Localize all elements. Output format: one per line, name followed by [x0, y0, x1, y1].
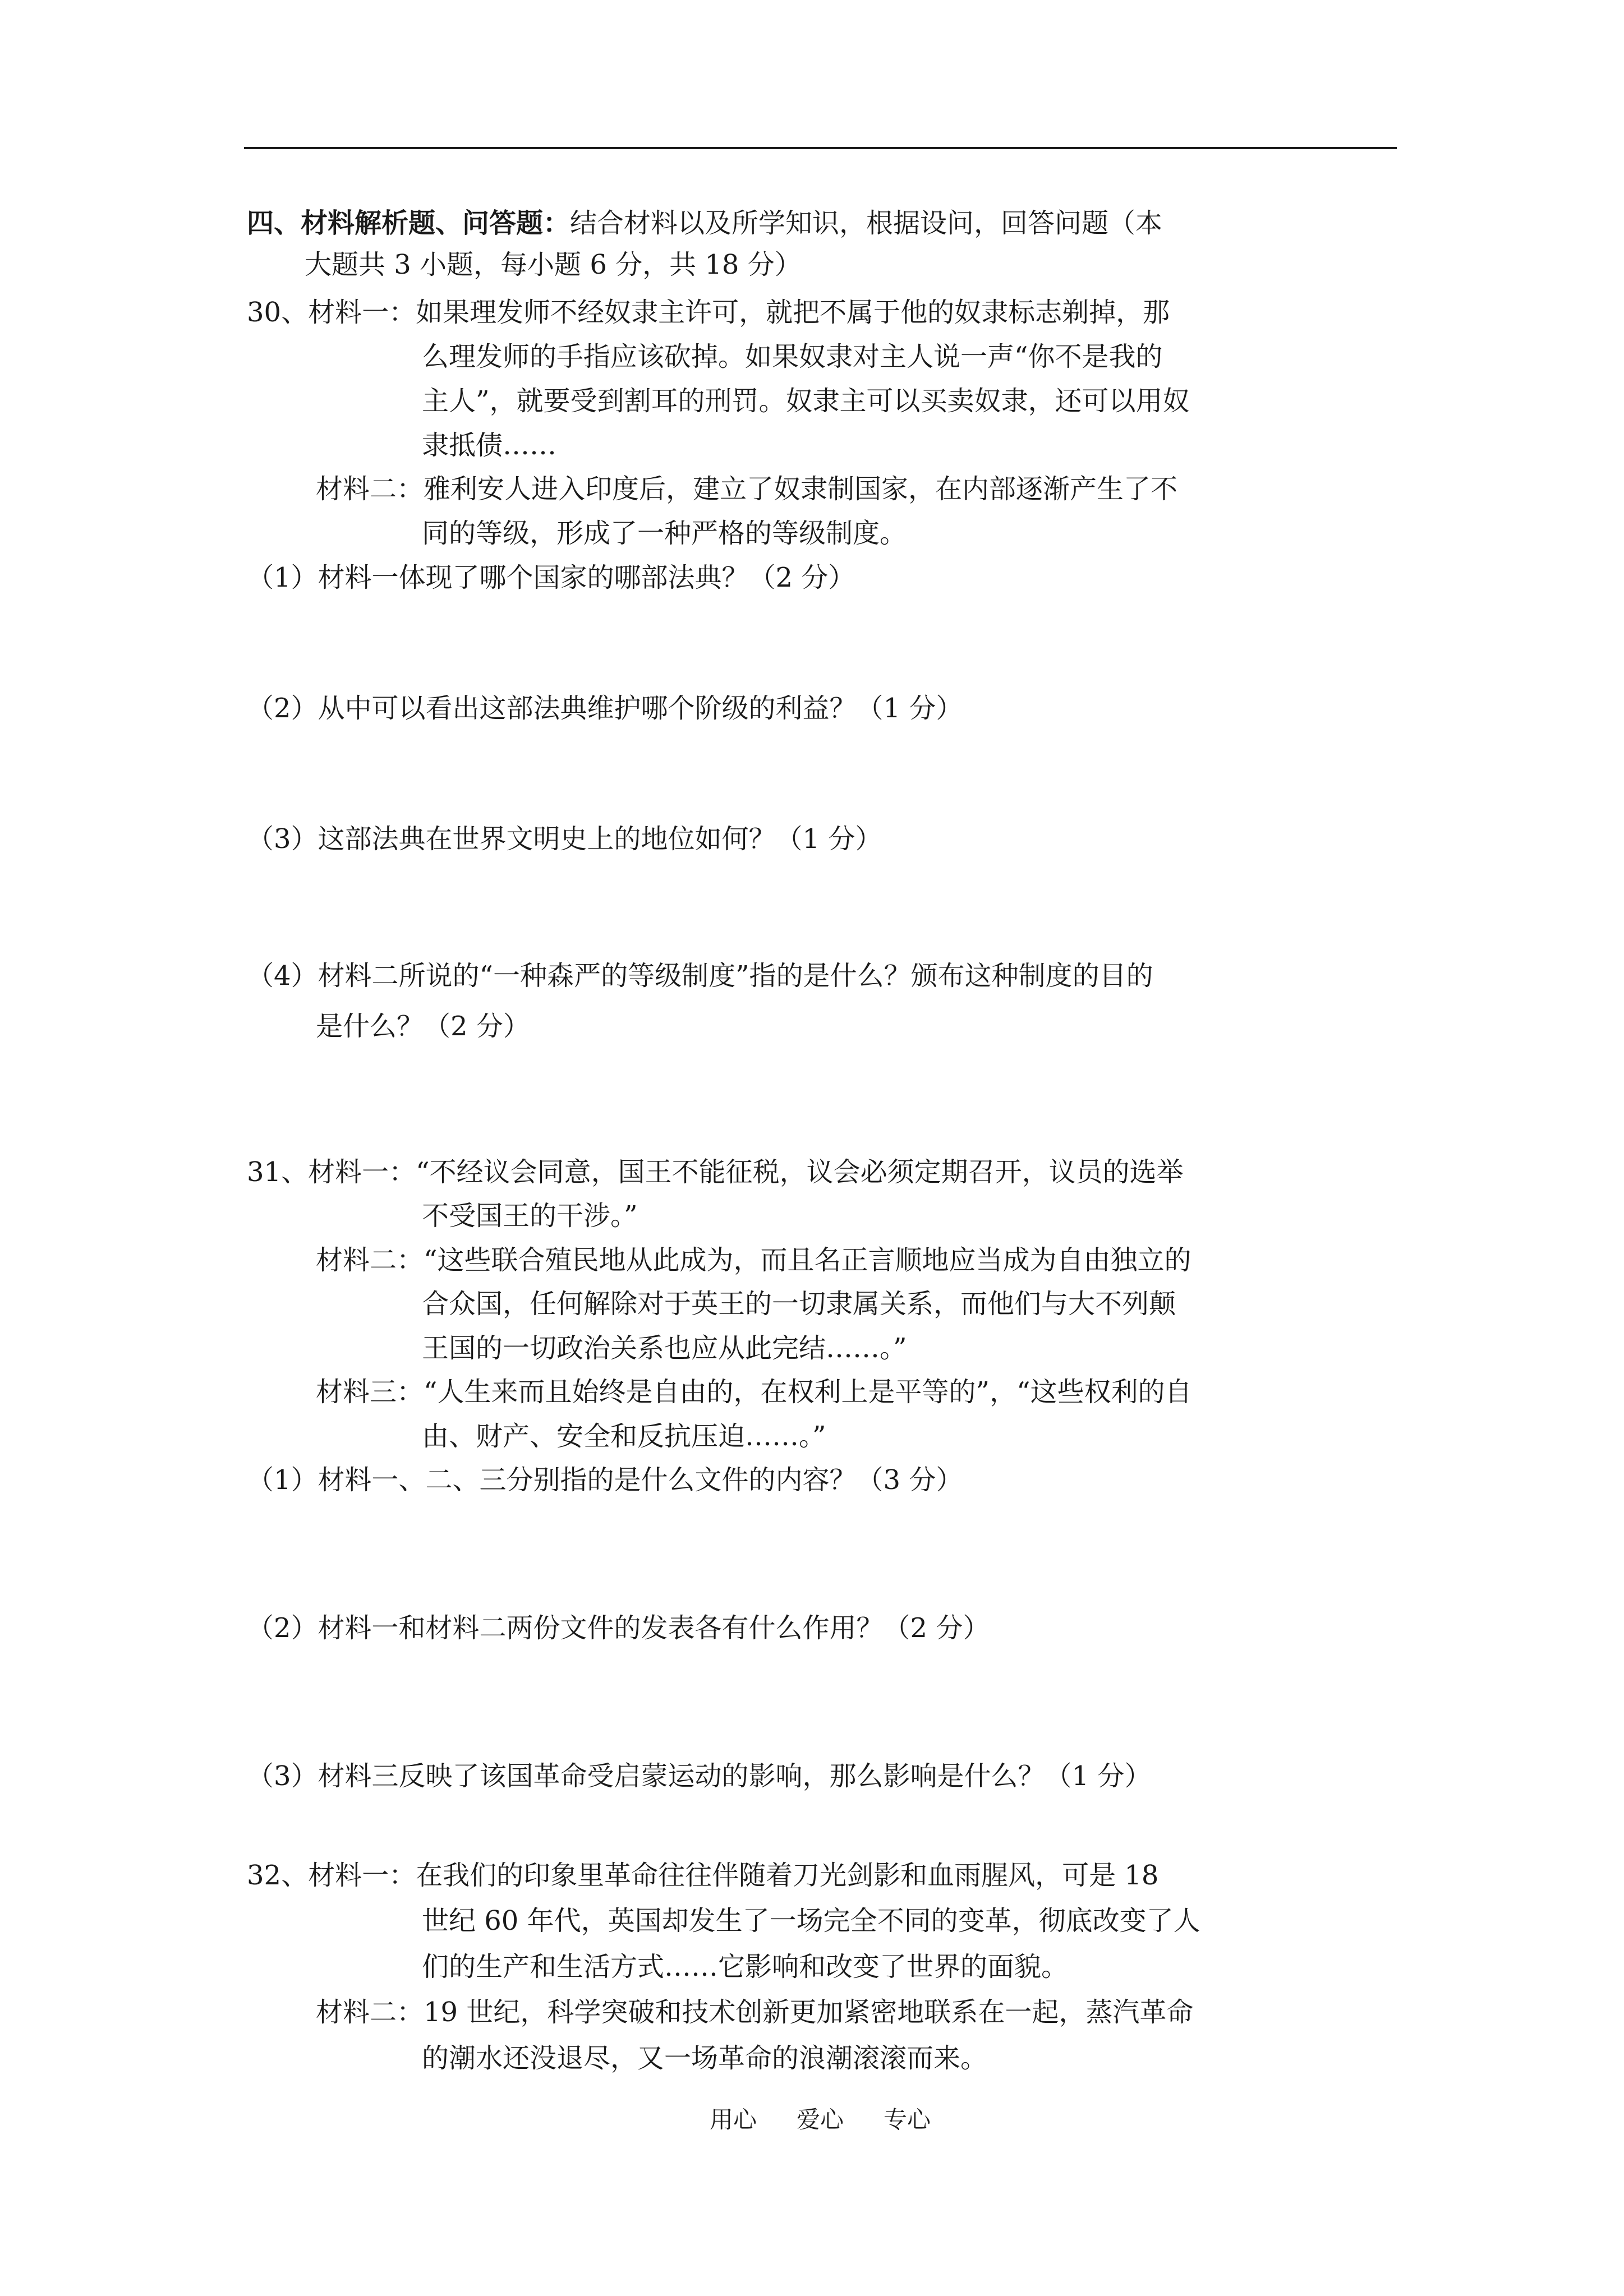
- q32-material1: 世纪 60 年代，英国却发生了一场完全不同的变革，彻底改变了人: [422, 1905, 1200, 1937]
- q32-material2: 的潮水还没退尽，又一场革命的浪潮滚滚而来。: [422, 2043, 988, 2074]
- section-intro: 结合材料以及所学知识，根据设问，回答问题（本: [570, 208, 1163, 239]
- section-heading-line: [247, 206, 1162, 240]
- header-rule: [244, 147, 1397, 149]
- q31-material1: 31、材料一：“不经议会同意，国王不能征税，议会必须定期召开，议员的选举: [247, 1156, 1184, 1188]
- q30-material1: 隶抵债……: [422, 430, 557, 461]
- q32-material1: 32、材料一：在我们的印象里革命往往伴随着刀光剑影和血雨腥风，可是 18: [247, 1860, 1159, 1891]
- q30-question: （3）这部法典在世界文明史上的地位如何？（1 分）: [247, 823, 882, 855]
- q30-question: （2）从中可以看出这部法典维护哪个阶级的利益？（1 分）: [247, 693, 963, 724]
- q30-question: （1）材料一体现了哪个国家的哪部法典？（2 分）: [247, 562, 855, 593]
- q31-material3: 材料三：“人生来而且始终是自由的，在权利上是平等的”，“这些权利的自: [316, 1376, 1192, 1408]
- q30-material2: 同的等级，形成了一种严格的等级制度。: [422, 518, 907, 549]
- q32-material1: 们的生产和生活方式……它影响和改变了世界的面貌。: [422, 1951, 1069, 1983]
- footer-item: 爱心: [797, 2106, 844, 2133]
- q31-question: （1）材料一、二、三分别指的是什么文件的内容？（3 分）: [247, 1464, 963, 1496]
- footer-item: 专心: [884, 2106, 931, 2133]
- q31-question: （2）材料一和材料二两份文件的发表各有什么作用？（2 分）: [247, 1612, 990, 1644]
- q31-material2: 合众国，任何解除对于英王的一切隶属关系，而他们与大不列颠: [422, 1288, 1176, 1320]
- q31-material1: 不受国王的干涉。”: [422, 1200, 638, 1232]
- section-intro-cont: 大题共 3 小题，每小题 6 分，共 18 分）: [305, 249, 802, 280]
- q31-material3: 由、财产、安全和反抗压迫……。”: [422, 1421, 826, 1452]
- q30-material2: 材料二：雅利安人进入印度后，建立了奴隶制国家，在内部逐渐产生了不: [316, 473, 1178, 505]
- section-heading: 四、材料解析题、问答题：: [247, 208, 571, 239]
- q30-question: （4）材料二所说的“一种森严的等级制度”指的是什么？颁布这种制度的目的: [247, 960, 1153, 992]
- q30-material1: 30、材料一：如果理发师不经奴隶主许可，就把不属于他的奴隶标志剃掉，那: [247, 297, 1170, 328]
- q32-material2: 材料二：19 世纪，科学突破和技术创新更加紧密地联系在一起，蒸汽革命: [316, 1997, 1194, 2028]
- q31-question: （3）材料三反映了该国革命受启蒙运动的影响，那么影响是什么？（1 分）: [247, 1760, 1152, 1792]
- q31-material2: 材料二：“这些联合殖民地从此成为，而且名正言顺地应当成为自由独立的: [316, 1244, 1191, 1276]
- footer-item: 用心: [710, 2106, 757, 2133]
- q30-material1: 么理发师的手指应该砍掉。如果奴隶对主人说一声“你不是我的: [422, 341, 1163, 372]
- q31-material2: 王国的一切政治关系也应从此完结……。”: [422, 1333, 907, 1364]
- q30-material1: 主人”，就要受到割耳的刑罚。奴隶主可以买卖奴隶，还可以用奴: [422, 385, 1190, 417]
- q30-question: 是什么？（2 分）: [316, 1011, 530, 1042]
